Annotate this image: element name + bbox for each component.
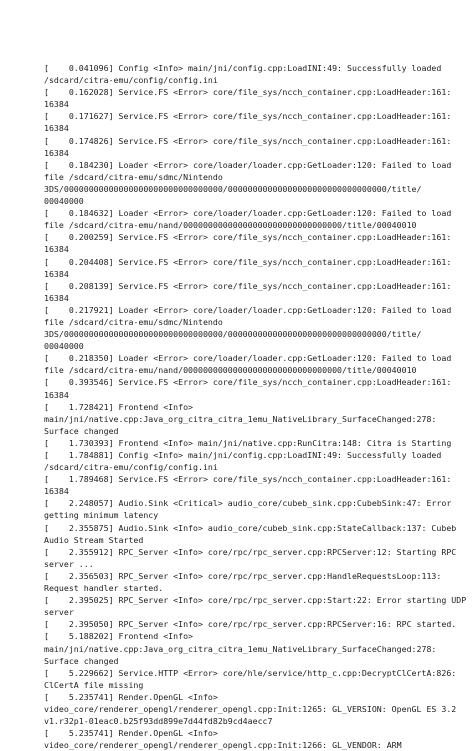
log-line: [ 0.041096] Config <Info> main/jni/config.cpp:LoadINI:49: Successfully loaded <box>44 63 442 73</box>
log-line: [ 2.248057] Audio.Sink <Critical> audio_core/cubeb_sink.cpp:CubebSink:47: Error <box>44 498 452 509</box>
log-line: Request handler started. <box>44 583 164 594</box>
log-line: 16384 <box>44 99 69 110</box>
log-line: file /sdcard/citra-emu/nand/00000000000000000000000000000000/title/00040010 <box>44 220 417 231</box>
log-line: [ 1.730393] Frontend <Info> main/jni/native.cpp:RunCitra:148: Citra is Starting <box>44 437 452 448</box>
log-line: [ 5.235741] Render.OpenGL <Info> <box>44 691 218 702</box>
log-output <box>44 62 468 751</box>
log-line: [ 2.355912] RPC_Server <Info> core/rpc/rpc_server.cpp:RPCServer:12: Starting RPC <box>44 546 457 557</box>
log-line: [ 0.218350] Loader <Error> core/loader/loader.cpp:GetLoader:120: Failed to load <box>44 353 452 364</box>
log-line: [ 2.395050] RPC_Server <Info> core/rpc/rpc_server.cpp:RPCServer:16: RPC started. <box>44 619 457 630</box>
log-line: getting minimum latency <box>44 510 159 521</box>
log-line: file /sdcard/citra-emu/sdmc/Nintendo <box>44 171 223 182</box>
log-line: Surface changed <box>44 425 119 436</box>
log-line: [ 5.188202] Frontend <Info> <box>44 631 194 642</box>
log-line: Surface changed <box>44 655 119 666</box>
log-line: [ 5.235741] Render.OpenGL <Info> <box>44 728 218 739</box>
log-line: /sdcard/citra-emu/config/config.ini <box>44 462 218 473</box>
log-line: [ 1.789468] Service.FS <Error> core/file_sys/ncch_container.cpp:LoadHeader:161: <box>44 474 452 485</box>
log-line: 16384 <box>44 123 69 134</box>
log-line: [ 0.171627] Service.FS <Error> core/file_sys/ncch_container.cpp:LoadHeader:161: <box>44 111 452 122</box>
log-line: server ... <box>44 558 94 569</box>
log-line: 16384 <box>44 389 69 400</box>
log-line: 3DS/00000000000000000000000000000000/00000000000000000000000000000000/title/ <box>44 183 422 194</box>
log-line: main/jni/native.cpp:Java_org_citra_citra_1emu_NativeLibrary_SurfaceChanged:278: <box>44 413 437 424</box>
log-line: [ 0.208139] Service.FS <Error> core/file_sys/ncch_container.cpp:LoadHeader:161: <box>44 280 452 291</box>
log-line: file /sdcard/citra-emu/sdmc/Nintendo <box>44 316 223 327</box>
log-line: video_core/renderer_opengl/renderer_opengl.cpp:Init:1265: GL_VERSION: OpenGL ES 3.2 <box>44 703 457 714</box>
log-line: [ 0.174826] Service.FS <Error> core/file_sys/ncch_container.cpp:LoadHeader:161: <box>44 135 452 146</box>
log-line: [ 0.204408] Service.FS <Error> core/file_sys/ncch_container.cpp:LoadHeader:161: <box>44 256 452 267</box>
log-line: 3DS/00000000000000000000000000000000/00000000000000000000000000000000/title/ <box>44 329 422 340</box>
log-line: 16384 <box>44 292 69 303</box>
log-line: server <box>44 607 74 618</box>
log-line: v1.r32p1-01eac0.b25f93dd899e7d44fd82b9cd4aecc7 <box>44 716 273 727</box>
log-line: [ 0.393546] Service.FS <Error> core/file_sys/ncch_container.cpp:LoadHeader:161: <box>44 377 452 388</box>
log-line: 00040000 <box>44 196 84 207</box>
log-line: [ 2.355875] Audio.Sink <Info> audio_core/cubeb_sink.cpp:StateCallback:137: Cubeb <box>44 522 457 533</box>
log-line: [ 5.229662] Service.HTTP <Error> core/hle/service/http_c.cpp:DecryptClCertA:826: <box>44 667 457 678</box>
log-line: main/jni/native.cpp:Java_org_citra_citra_1emu_NativeLibrary_SurfaceChanged:278: <box>44 643 437 654</box>
log-line: [ 0.217921] Loader <Error> core/loader/loader.cpp:GetLoader:120: Failed to load <box>44 304 452 315</box>
log-line: 16384 <box>44 244 69 255</box>
log-line: 16384 <box>44 268 69 279</box>
log-line: ClCertA file missing <box>44 679 144 690</box>
log-line: [ 0.200259] Service.FS <Error> core/file_sys/ncch_container.cpp:LoadHeader:161: <box>44 232 452 243</box>
log-line: video_core/renderer_opengl/renderer_opengl.cpp:Init:1266: GL_VENDOR: ARM <box>44 740 402 751</box>
log-line: 16384 <box>44 486 69 497</box>
log-line: [ 0.184230] Loader <Error> core/loader/loader.cpp:GetLoader:120: Failed to load <box>44 159 452 170</box>
log-line: [ 0.184632] Loader <Error> core/loader/loader.cpp:GetLoader:120: Failed to load <box>44 208 452 219</box>
log-line: 16384 <box>44 147 69 158</box>
log-line: [ 1.784881] Config <Info> main/jni/config.cpp:LoadINI:49: Successfully loaded <box>44 450 442 460</box>
log-line: file /sdcard/citra-emu/nand/00000000000000000000000000000000/title/00040010 <box>44 365 417 376</box>
log-line: /sdcard/citra-emu/config/config.ini <box>44 75 218 86</box>
log-line: [ 2.356503] RPC_Server <Info> core/rpc/rpc_server.cpp:HandleRequestsLoop:113: <box>44 570 442 581</box>
log-line: [ 2.395025] RPC_Server <Info> core/rpc/rpc_server.cpp:Start:22: Error starting UDP <box>44 595 467 606</box>
log-line: 00040000 <box>44 341 84 352</box>
log-line: [ 0.162028] Service.FS <Error> core/file_sys/ncch_container.cpp:LoadHeader:161: <box>44 87 452 98</box>
log-line: Audio Stream Started <box>44 534 144 545</box>
log-line: [ 1.728421] Frontend <Info> <box>44 401 194 412</box>
